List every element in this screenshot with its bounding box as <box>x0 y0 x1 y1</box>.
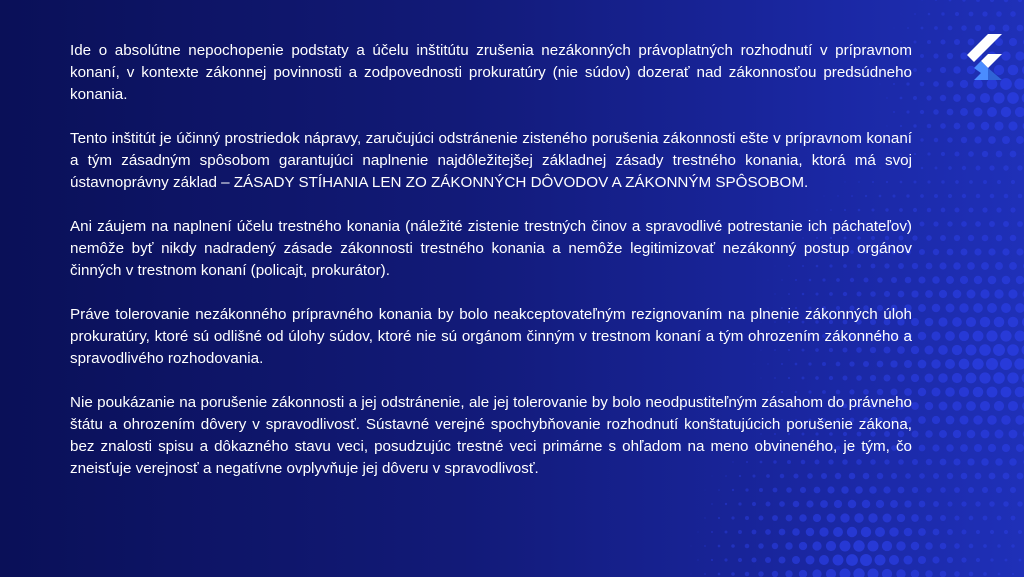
text-content <box>70 40 912 502</box>
paragraph-5: Nie poukázanie na porušenie zákonnosti a jej odstránenie, ale jej tolerovanie by bolo neodpustiteľným zásahom do právneho štátu a ohrozením dôvery v spravodlivosť. Sústavné verejné spochybňovanie rozhodnutí konštatujúcich porušenie zákona, bez znalosti spisu a dôkazného stavu veci, posudzujúc trestné veci primárne s ohľadom na meno obvineného, je tým, čo zneisťuje verejnosť a negatívne ovplyvňuje jej dôveru v spravodlivosť. <box>70 394 912 477</box>
flutter-logo-icon <box>966 34 1002 80</box>
paragraph-1: Ide o absolútne nepochopenie podstaty a účelu inštitútu zrušenia nezákonných právoplatných rozhodnutí v prípravnom konaní, v kontexte zákonnej povinnosti a zodpovednosti prokuratúry (nie súdov) dozerať nad zákonnosťou predsúdneho konania. <box>70 42 912 103</box>
paragraph-2: Tento inštitút je účinný prostriedok nápravy, zaručujúci odstránenie zisteného porušenia zákonnosti ešte v prípravnom konaní a tým zásadným spôsobom garantujúci naplnenie najdôležitejšej základnej zásady trestného konania, ktorá má svoj ústavnoprávny základ – ZÁSADY STÍHANIA LEN ZO ZÁKONNÝCH DÔVODOV A ZÁKONNÝM SPÔSOBOM. <box>70 130 912 191</box>
paragraph-3: Ani záujem na naplnení účelu trestného konania (náležité zistenie trestných činov a spravodlivé potrestanie ich páchateľov) nemôže byť nikdy nadradený zásade zákonnosti trestného konania a nemôže legitimizovať nezákonný postup orgánov činných v trestnom konaní (policajt, prokurátor). <box>70 218 912 279</box>
paragraph-4: Práve tolerovanie nezákonného prípravného konania by bolo neakceptovateľným rezignovaním na plnenie zákonných úloh prokuratúry, ktoré sú odlišné od úlohy súdov, ktoré nie sú orgánom činným v trestnom konaní a tým ohrozením zákonného a spravodlivého rozhodovania. <box>70 306 912 367</box>
